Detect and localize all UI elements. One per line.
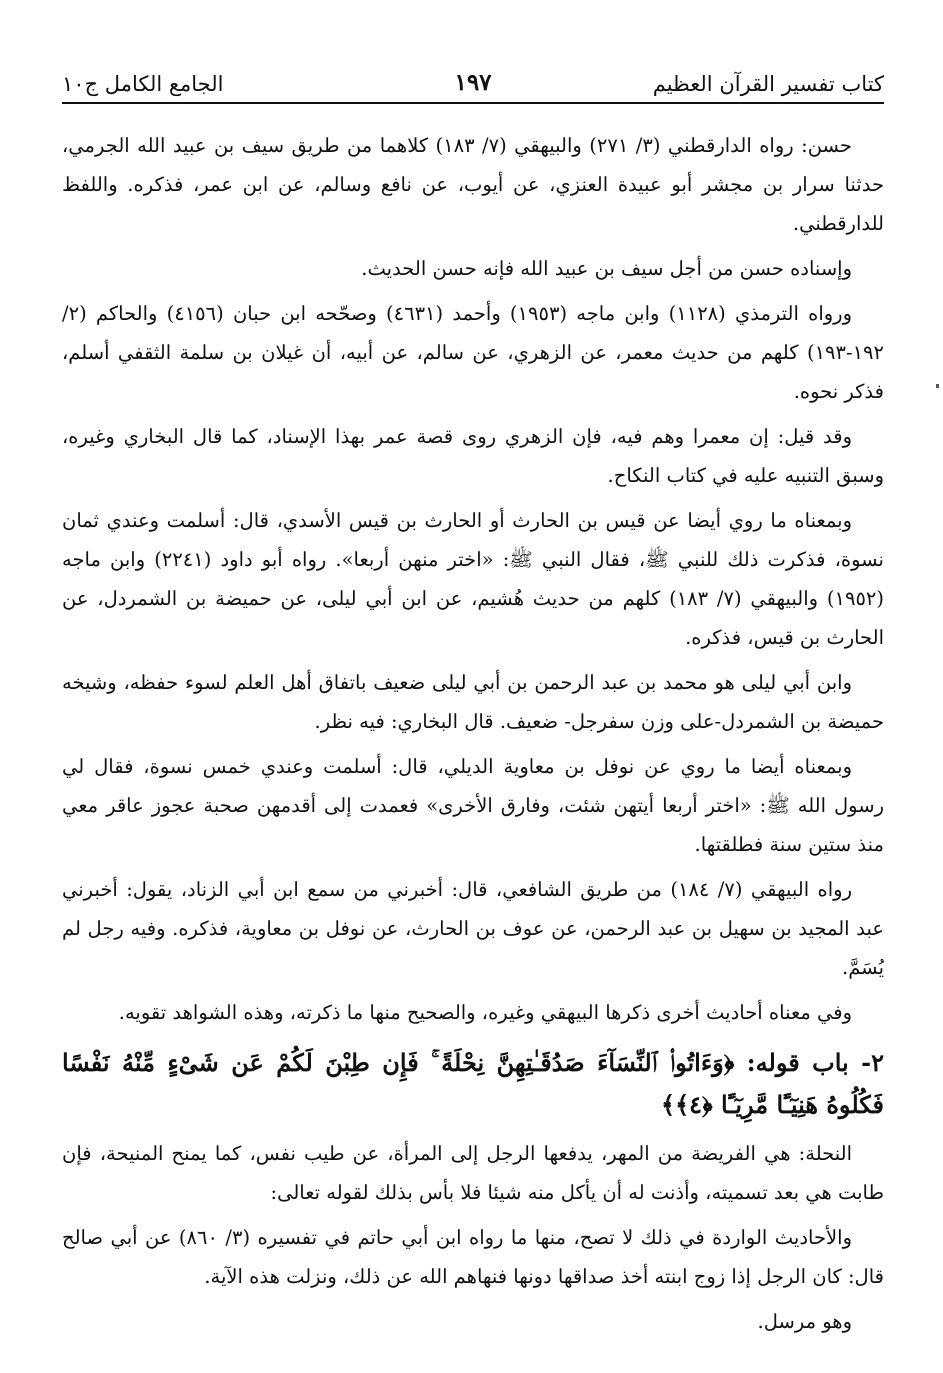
paragraph: وبمعناه أيضا ما روي عن نوفل بن معاوية الديلي، قال: أسلمت وعندي خمس نسوة، فقال لي رسول الله ﷺ: «اختر أربعا أيتهن شئت، وفارق الأخرى» فعمدت إلى أقدمهن صحبة عجوز عاقر معي منذ ستين سنة فطلقتها. <box>62 755 884 856</box>
paragraph: وبمعناه ما روي أيضا عن قيس بن الحارث أو الحارث بن قيس الأسدي، قال: أسلمت وعندي ثمان نسوة، فذكرت ذلك للنبي ﷺ، فقال النبي ﷺ: «اختر منهن أربعا». رواه أبو داود (٢٢٤١) وابن ماجه (١٩٥٢) والبيهقي (٧/ ١٨٣) كلهم من حديث هُشيم، عن ابن أبي ليلى، عن حميضة بن الشمردل، عن الحارث بن قيس، فذكره. <box>62 509 885 649</box>
page-header <box>62 62 884 104</box>
page-body <box>62 126 884 1347</box>
margin-mark <box>936 384 939 388</box>
paragraph: وقد قيل: إن معمرا وهم فيه، فإن الزهري روى قصة عمر بهذا الإسناد، كما قال البخاري وغيره، وسبق التنبيه عليه في كتاب النكاح. <box>62 425 884 487</box>
paragraph: النحلة: هي الفريضة من المهر، يدفعها الرجل إلى المرأة، عن طيب نفس، كما يمنح المنيحة، فإن طابت هي بعد تسميته، وأذنت له أن يأكل منه شيئا فلا بأس بذلك لقوله تعالى: <box>62 1142 884 1204</box>
paragraph: وإسناده حسن من أجل سيف بن عبيد الله فإنه حسن الحديث. <box>361 257 852 280</box>
chapter-label: ٢- باب قوله: <box>746 1048 884 1077</box>
paragraph: والأحاديث الواردة في ذلك لا تصح، منها ما رواه ابن أبي حاتم في تفسيره (٣/ ٨٦٠) عن أبي صالح قال: كان الرجل إذا زوج ابنته أخذ صداقها دونها فنهاهم الله عن ذلك، ونزلت هذه الآية. <box>62 1226 884 1288</box>
paragraph: وفي معناه أحاديث أخرى ذكرها البيهقي وغيره، والصحيح منها ما ذكرته، وهذه الشواهد تقويه. <box>118 1001 852 1024</box>
book-title: كتاب تفسير القرآن العظيم <box>652 72 884 96</box>
paragraph: ورواه الترمذي (١١٢٨) وابن ماجه (١٩٥٣) وأحمد (٤٦٣١) وصحّحه ابن حبان (٤١٥٦) والحاكم (٢/ ١٩٢-١٩٣) كلهم من حديث معمر، عن الزهري، عن سالم، عن أبيه، أن غيلان بن سلمة الثقفي أسلم، فذكر نحوه. <box>62 302 884 403</box>
quran-verse: ﴿وَءَاتُوا۟ ٱلنِّسَآءَ صَدُقَـٰتِهِنَّ نِحْلَةً ۚ فَإِن طِبْنَ لَكُمْ عَن شَىْءٍ مِّنْهُ نَفْسًا فَكُلُوهُ هَنِيٓـًٔا مَّرِيٓـًٔا ﴿٤﴾﴾ <box>62 1048 884 1119</box>
paragraph: وهو مرسل. <box>757 1310 852 1333</box>
paragraph: حسن: رواه الدارقطني (٣/ ٢٧١) والبيهقي (٧/ ١٨٣) كلاهما من طريق سيف بن عبيد الله الجرمي، حدثنا سرار بن مجشر أبو عبيدة العنزي، عن أيوب، عن نافع وسالم، عن ابن عمر، فذكره. واللفظ للدارقطني. <box>62 134 884 235</box>
page-number: ١٩٧ <box>454 69 492 96</box>
paragraph: وابن أبي ليلى هو محمد بن عبد الرحمن بن أبي ليلى ضعيف باتفاق أهل العلم لسوء حفظه، وشيخه حميضة بن الشمردل-على وزن سفرجل- ضعيف. قال البخاري: فيه نظر. <box>62 671 884 733</box>
paragraph: رواه البيهقي (٧/ ١٨٤) من طريق الشافعي، قال: أخبرني من سمع ابن أبي الزناد، يقول: أخبرني عبد المجيد بن سهيل بن عبد الرحمن، عن عوف بن الحارث، عن نوفل بن معاوية، فذكره. وفيه رجل لم يُسَمَّ. <box>62 878 884 979</box>
chapter-heading <box>62 1042 884 1126</box>
volume-label: الجامع الكامل ج١٠ <box>62 72 224 96</box>
